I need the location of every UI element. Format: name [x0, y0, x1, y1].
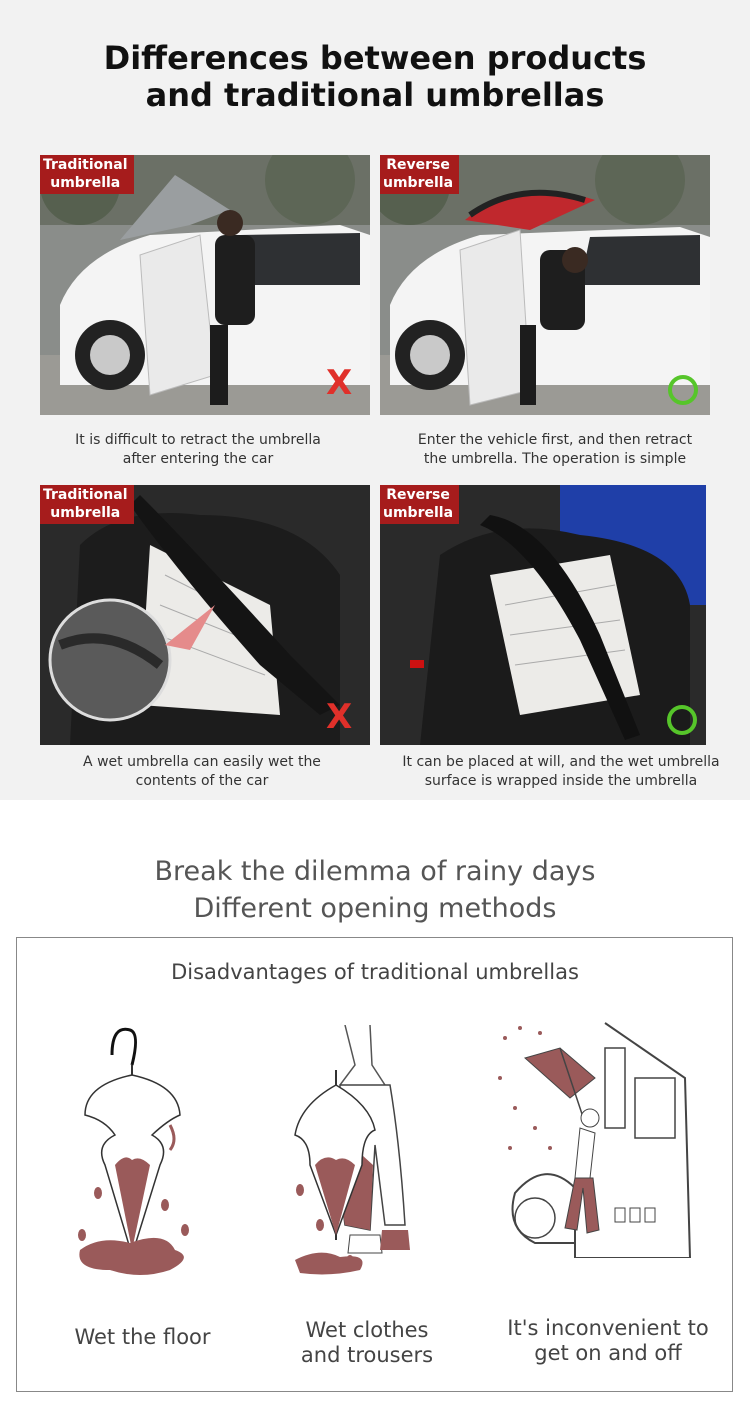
tag-label: Traditional umbrella: [40, 485, 134, 524]
label-wet-clothes: Wet clothes and trousers: [300, 1318, 434, 1367]
tag-label: Reverse umbrella: [380, 155, 459, 194]
caption-4: It can be placed at will, and the wet umbrella surface is wrapped inside the umbrella: [402, 754, 720, 789]
photo-reverse-seat: [380, 485, 706, 745]
car-seat-image: [380, 485, 706, 745]
check-circle-icon: [667, 705, 697, 735]
section-title-line-2: Different opening methods: [193, 893, 557, 924]
photo-traditional-seat: [40, 485, 370, 745]
check-circle-icon: [668, 375, 698, 405]
section-title-line-1: Break the dilemma of rainy days: [154, 856, 596, 887]
person-wet-trousers-icon: [290, 1025, 430, 1285]
disadvantages-title: Disadvantages of traditional umbrellas: [171, 960, 579, 984]
bus-door-icon: [495, 1018, 695, 1258]
title-line-2: and traditional umbrellas: [145, 76, 605, 114]
photo-traditional-car: [40, 155, 370, 415]
tag-label: Reverse umbrella: [380, 485, 459, 524]
label-wet-floor: Wet the floor: [74, 1325, 211, 1349]
label-inconvenient: It's inconvenient to get on and off: [507, 1316, 709, 1365]
car-seat-image: [40, 485, 370, 745]
photo-reverse-car: [380, 155, 710, 415]
cross-mark-icon: X: [326, 363, 353, 403]
umbrella-dripping-icon: [70, 1025, 200, 1285]
caption-2: Enter the vehicle first, and then retract the umbrella. The operation is simple: [417, 432, 693, 467]
page-title: [0, 40, 750, 114]
car-scene-image: [40, 155, 370, 415]
cross-mark-icon: X: [326, 697, 353, 737]
tag-label: Traditional umbrella: [40, 155, 134, 194]
caption-1: It is difficult to retract the umbrella after entering the car: [75, 432, 321, 467]
car-scene-image: [380, 155, 710, 415]
title-line-1: Differences between products: [103, 39, 647, 77]
section-title: [0, 853, 750, 927]
caption-3: A wet umbrella can easily wet the contents of the car: [83, 754, 321, 789]
